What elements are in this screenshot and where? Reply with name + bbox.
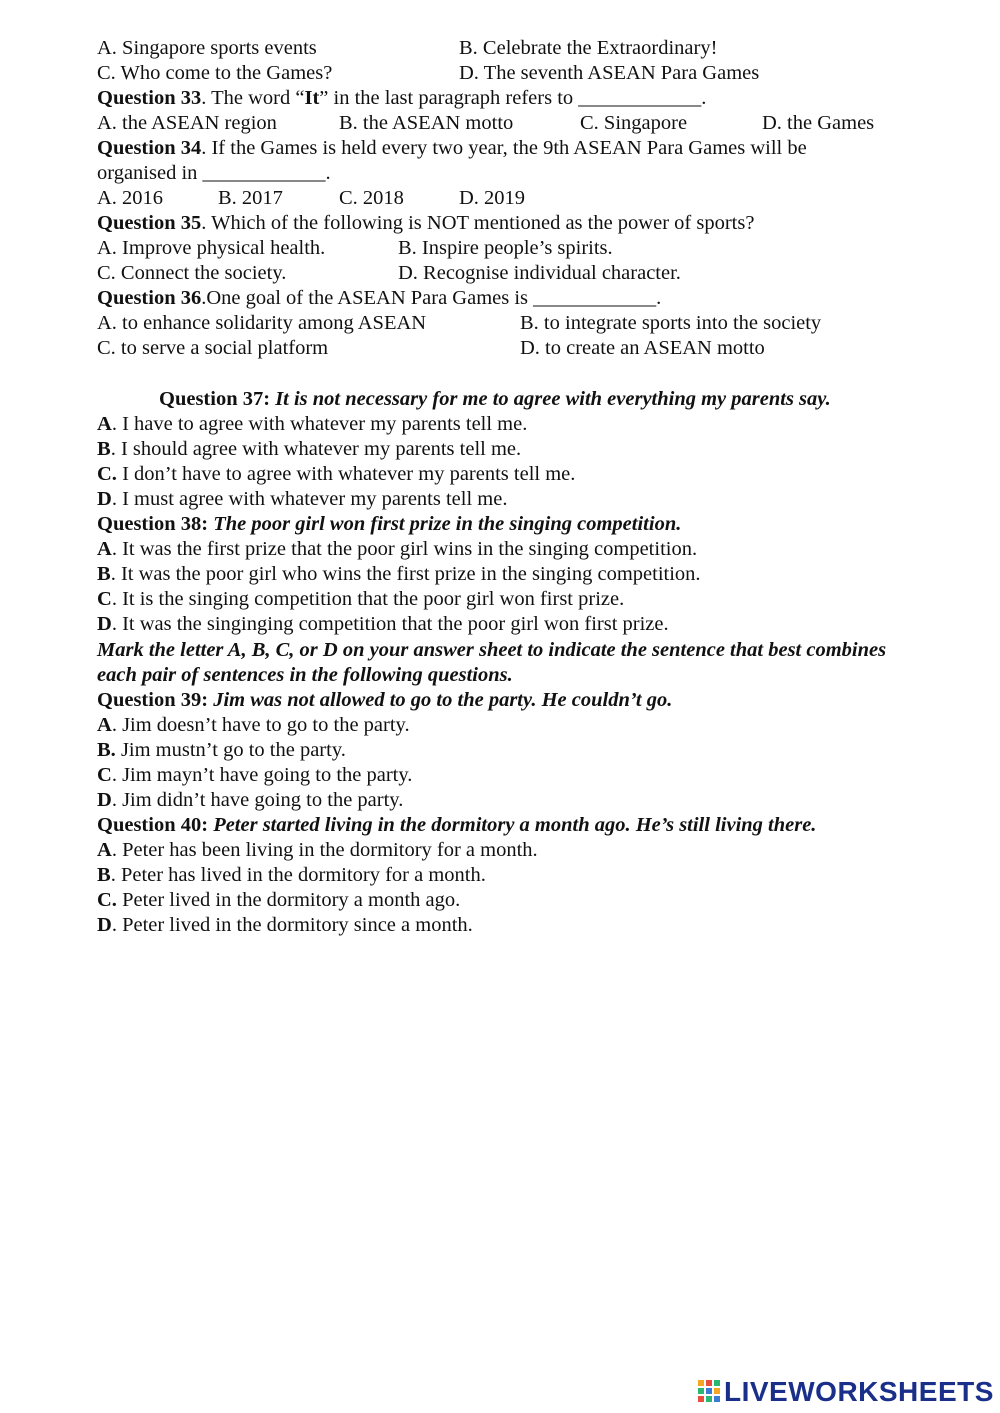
q37-option-b[interactable]: B. I should agree with whatever my parents tell me. bbox=[97, 438, 522, 460]
q39-label: Question 39: bbox=[97, 689, 209, 711]
q38-prompt: The poor girl won first prize in the singing competition. bbox=[213, 513, 682, 535]
q33-option-c[interactable]: C. Singapore bbox=[580, 112, 688, 134]
q38-option-d[interactable]: D. It was the singinging competition that the poor girl won first prize. bbox=[97, 613, 669, 635]
q36-option-c[interactable]: C. to serve a social platform bbox=[97, 337, 329, 359]
q35-stem bbox=[97, 211, 754, 236]
q40-label: Question 40: bbox=[97, 814, 209, 836]
liveworksheets-logo-text: LIVEWORKSHEETS bbox=[724, 1376, 994, 1407]
q38-label: Question 38: bbox=[97, 513, 209, 535]
q36-option-a[interactable]: A. to enhance solidarity among ASEAN bbox=[97, 312, 427, 334]
q37-option-c[interactable]: C. I don’t have to agree with whatever my parents tell me. bbox=[97, 463, 576, 485]
q32-option-d[interactable]: D. The seventh ASEAN Para Games bbox=[459, 62, 760, 84]
q35-option-d[interactable]: D. Recognise individual character. bbox=[398, 262, 681, 284]
q34-option-c[interactable]: C. 2018 bbox=[339, 187, 404, 209]
q36-option-b[interactable]: B. to integrate sports into the society bbox=[520, 312, 822, 334]
q34-text-line1: . If the Games is held every two year, the 9th ASEAN Para Games will be bbox=[201, 137, 807, 159]
q37-option-a[interactable]: A. I have to agree with whatever my parents tell me. bbox=[97, 413, 528, 435]
instruction-line-1: Mark the letter A, B, C, or D on your answer sheet to indicate the sentence that best combines bbox=[97, 639, 887, 661]
q33-label: Question 33 bbox=[97, 87, 202, 109]
q39-option-a[interactable]: A. Jim doesn’t have to go to the party. bbox=[97, 714, 410, 736]
q40-option-b[interactable]: B. Peter has lived in the dormitory for a month. bbox=[97, 864, 486, 886]
q32-option-a[interactable]: A. Singapore sports events bbox=[97, 37, 317, 59]
q34-label: Question 34 bbox=[97, 137, 202, 159]
q36-option-d[interactable]: D. to create an ASEAN motto bbox=[520, 337, 765, 359]
q33-option-d[interactable]: D. the Games bbox=[762, 112, 875, 134]
q34-option-d[interactable]: D. 2019 bbox=[459, 187, 526, 209]
q34-stem-cont bbox=[97, 161, 331, 186]
q35-label: Question 35 bbox=[97, 212, 202, 234]
q39-option-c[interactable]: C. Jim mayn’t have going to the party. bbox=[97, 764, 413, 786]
q38-option-b[interactable]: B. It was the poor girl who wins the first prize in the singing competition. bbox=[97, 563, 701, 585]
q38-option-a[interactable]: A. It was the first prize that the poor girl wins in the singing competition. bbox=[97, 538, 698, 560]
liveworksheets-logo[interactable] bbox=[698, 1375, 994, 1409]
q33-stem bbox=[97, 86, 706, 111]
instruction-line-2: each pair of sentences in the following questions. bbox=[97, 664, 513, 686]
q35-text: . Which of the following is NOT mentioned as the power of sports? bbox=[201, 212, 755, 234]
q32-option-c[interactable]: C. Who come to the Games? bbox=[97, 62, 333, 84]
q35-option-b[interactable]: B. Inspire people’s spirits. bbox=[398, 237, 613, 259]
q33-option-a[interactable]: A. the ASEAN region bbox=[97, 112, 277, 134]
q33-text-pre: . The word “ bbox=[201, 87, 305, 109]
q38-option-c[interactable]: C. It is the singing competition that the poor girl won first prize. bbox=[97, 588, 625, 610]
q39-prompt: Jim was not allowed to go to the party. He couldn’t go. bbox=[213, 689, 673, 711]
q39-stem bbox=[97, 688, 672, 713]
liveworksheets-logo-icon bbox=[698, 1380, 720, 1404]
q40-option-c[interactable]: C. Peter lived in the dormitory a month ago. bbox=[97, 889, 461, 911]
q37-option-d[interactable]: D. I must agree with whatever my parents tell me. bbox=[97, 488, 508, 510]
q39-option-d[interactable]: D. Jim didn’t have going to the party. bbox=[97, 789, 404, 811]
q32-option-b[interactable]: B. Celebrate the Extraordinary! bbox=[459, 37, 718, 59]
q34-stem bbox=[97, 136, 807, 161]
q37-stem bbox=[159, 387, 831, 412]
q40-prompt: Peter started living in the dormitory a month ago. He’s still living there. bbox=[213, 814, 817, 836]
q40-stem bbox=[97, 813, 816, 838]
q38-stem bbox=[97, 512, 681, 537]
q34-option-b[interactable]: B. 2017 bbox=[218, 187, 283, 209]
q39-option-b[interactable]: B. Jim mustn’t go to the party. bbox=[97, 739, 346, 761]
q37-prompt: It is not necessary for me to agree with everything my parents say. bbox=[275, 388, 831, 410]
q37-label: Question 37: bbox=[159, 388, 271, 410]
q34-text-line2: organised in ____________. bbox=[97, 162, 331, 184]
q33-word: It bbox=[304, 87, 320, 109]
q40-option-a[interactable]: A. Peter has been living in the dormitory for a month. bbox=[97, 839, 538, 861]
q33-option-b[interactable]: B. the ASEAN motto bbox=[339, 112, 514, 134]
q36-text: .One goal of the ASEAN Para Games is ____________. bbox=[201, 287, 662, 309]
q33-text-post: ” in the last paragraph refers to ____________. bbox=[319, 87, 707, 109]
q40-option-d[interactable]: D. Peter lived in the dormitory since a month. bbox=[97, 914, 473, 936]
q35-option-c[interactable]: C. Connect the society. bbox=[97, 262, 287, 284]
q35-option-a[interactable]: A. Improve physical health. bbox=[97, 237, 326, 259]
q36-label: Question 36 bbox=[97, 287, 202, 309]
q34-option-a[interactable]: A. 2016 bbox=[97, 187, 164, 209]
q36-stem bbox=[97, 286, 661, 311]
